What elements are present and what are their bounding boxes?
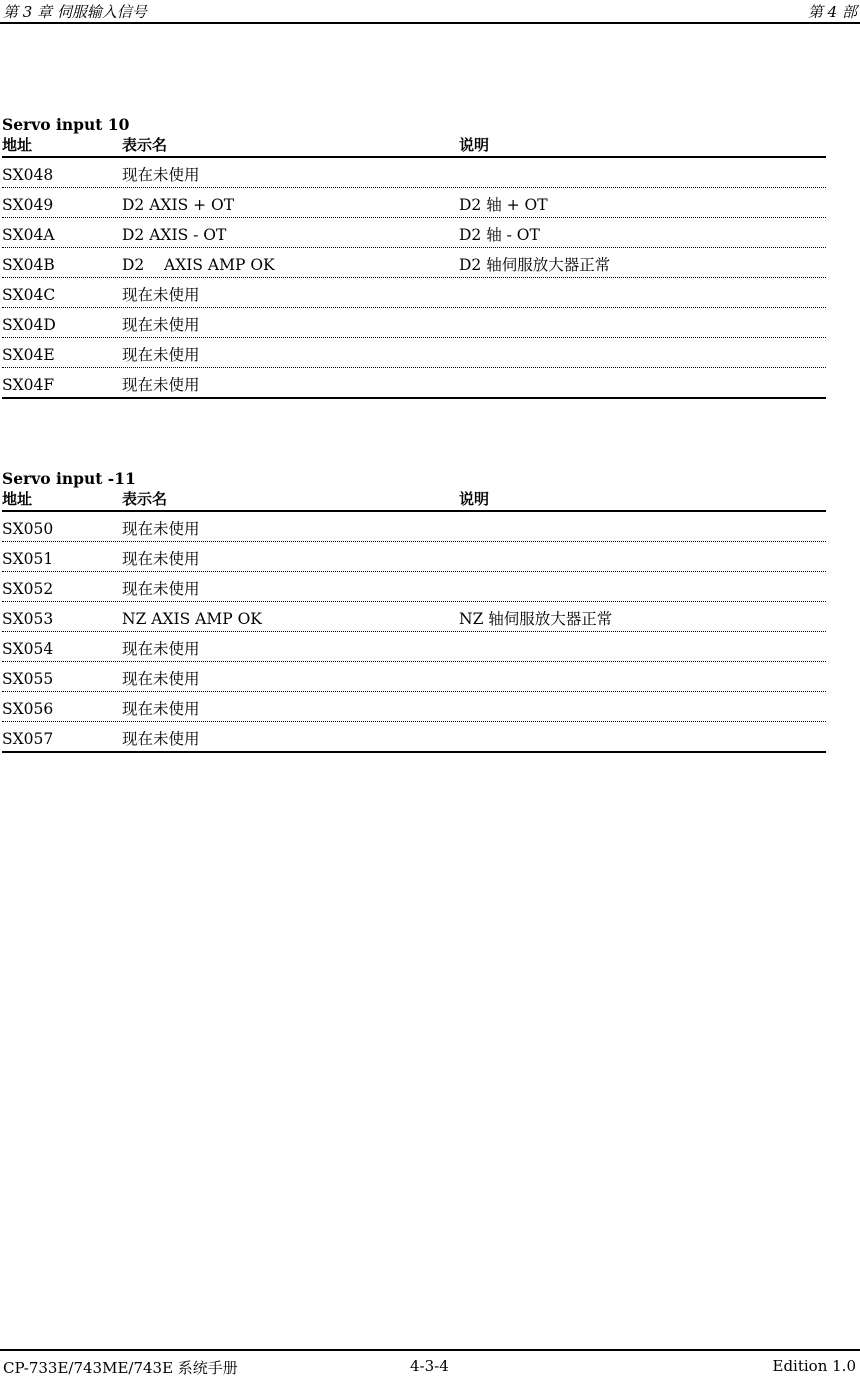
page-header xyxy=(0,0,860,24)
column-header-description: 说明 xyxy=(459,136,490,154)
table-row xyxy=(2,632,826,662)
name-cell: NZ AXIS AMP OK xyxy=(122,610,262,628)
table-body xyxy=(2,158,826,399)
table-row xyxy=(2,158,826,188)
column-header-name: 表示名 xyxy=(122,136,168,154)
address-cell: SX050 xyxy=(2,520,54,538)
address-cell: SX055 xyxy=(2,670,54,688)
name-cell: 现在未使用 xyxy=(122,670,200,688)
name-cell: 现在未使用 xyxy=(122,376,200,394)
servo-input-10-section xyxy=(2,114,826,399)
table-row xyxy=(2,188,826,218)
page-number: 4-3-4 xyxy=(410,1357,449,1375)
chapter-title: 第 3 章 伺服输入信号 xyxy=(3,3,147,21)
address-cell: SX056 xyxy=(2,700,54,718)
table-row xyxy=(2,512,826,542)
name-cell: 现在未使用 xyxy=(122,730,200,748)
table-row xyxy=(2,692,826,722)
name-cell: D2 AXIS - OT xyxy=(122,226,227,244)
address-cell: SX04D xyxy=(2,316,56,334)
address-cell: SX04C xyxy=(2,286,56,304)
part-label: 第 4 部 xyxy=(807,3,857,21)
address-cell: SX053 xyxy=(2,610,54,628)
servo-input-11-section xyxy=(2,468,826,753)
section-title: Servo input 10 xyxy=(2,115,130,134)
column-header-name: 表示名 xyxy=(122,490,168,508)
name-cell: D2 AXIS + OT xyxy=(122,196,235,214)
table-row xyxy=(2,338,826,368)
column-header-address: 地址 xyxy=(2,490,33,508)
table-row xyxy=(2,248,826,278)
column-header-description: 说明 xyxy=(459,490,490,508)
name-cell: 现在未使用 xyxy=(122,520,200,538)
address-cell: SX048 xyxy=(2,166,54,184)
description-cell: NZ 轴伺服放大器正常 xyxy=(459,610,613,628)
table-row xyxy=(2,572,826,602)
address-cell: SX054 xyxy=(2,640,54,658)
name-cell: 现在未使用 xyxy=(122,700,200,718)
address-cell: SX049 xyxy=(2,196,54,214)
column-header-address: 地址 xyxy=(2,136,33,154)
table-row xyxy=(2,662,826,692)
address-cell: SX04E xyxy=(2,346,55,364)
address-cell: SX051 xyxy=(2,550,54,568)
table-row xyxy=(2,368,826,399)
name-cell: 现在未使用 xyxy=(122,286,200,304)
table-row xyxy=(2,602,826,632)
name-cell: D2 AXIS AMP OK xyxy=(122,256,275,274)
address-cell: SX057 xyxy=(2,730,54,748)
table-row xyxy=(2,308,826,338)
table-row xyxy=(2,278,826,308)
name-cell: 现在未使用 xyxy=(122,550,200,568)
address-cell: SX04A xyxy=(2,226,55,244)
edition-label: Edition 1.0 xyxy=(772,1357,856,1375)
table-row xyxy=(2,722,826,753)
name-cell: 现在未使用 xyxy=(122,640,200,658)
table-row xyxy=(2,542,826,572)
name-cell: 现在未使用 xyxy=(122,166,200,184)
address-cell: SX04B xyxy=(2,256,55,274)
table-body xyxy=(2,512,826,753)
description-cell: D2 轴 + OT xyxy=(459,196,548,214)
section-title: Servo input -11 xyxy=(2,469,136,488)
table-header xyxy=(2,490,826,512)
page-footer xyxy=(0,1349,860,1377)
name-cell: 现在未使用 xyxy=(122,346,200,364)
address-cell: SX052 xyxy=(2,580,54,598)
description-cell: D2 轴伺服放大器正常 xyxy=(459,256,611,274)
table-row xyxy=(2,218,826,248)
name-cell: 现在未使用 xyxy=(122,316,200,334)
table-header xyxy=(2,136,826,158)
name-cell: 现在未使用 xyxy=(122,580,200,598)
description-cell: D2 轴 - OT xyxy=(459,226,540,244)
address-cell: SX04F xyxy=(2,376,55,394)
manual-title: CP-733E/743ME/743E 系统手册 xyxy=(3,1359,238,1377)
